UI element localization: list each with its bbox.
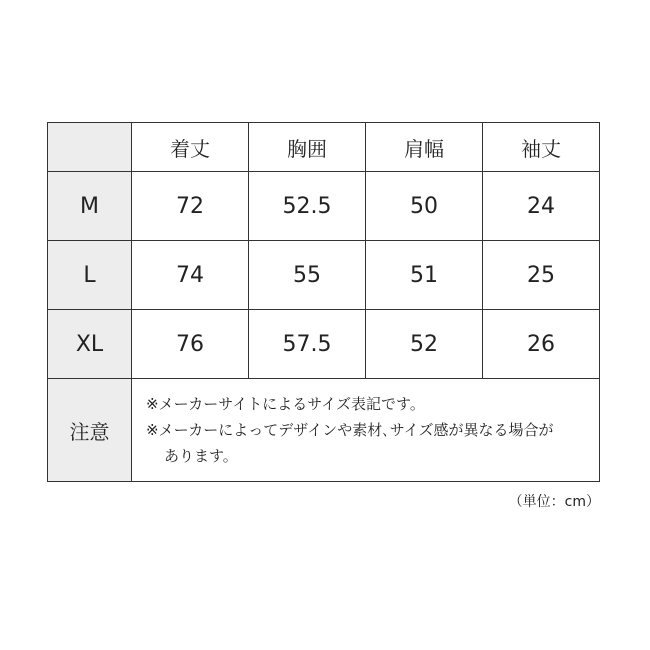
size-label: XL (48, 310, 132, 379)
length-value: 74 (132, 241, 249, 310)
chest-value: 57.5 (249, 310, 366, 379)
sleeve-value: 25 (483, 241, 600, 310)
note-label: 注意 (48, 379, 132, 482)
chest-value: 52.5 (249, 172, 366, 241)
length-value: 72 (132, 172, 249, 241)
note-line: ※メーカーサイトによるサイズ表記です。 (146, 395, 425, 413)
sleeve-value: 26 (483, 310, 600, 379)
header-corner-cell (48, 123, 132, 172)
header-length: 着丈 (132, 123, 249, 172)
shoulder-value: 52 (366, 310, 483, 379)
header-shoulder: 肩幅 (366, 123, 483, 172)
note-text (132, 379, 600, 482)
length-value: 76 (132, 310, 249, 379)
size-label: M (48, 172, 132, 241)
table-row (48, 172, 600, 241)
size-label: L (48, 241, 132, 310)
unit-note: （単位：cm） (508, 494, 600, 510)
note-row (48, 379, 600, 482)
size-chart-table (47, 122, 600, 482)
shoulder-value: 51 (366, 241, 483, 310)
sleeve-value: 24 (483, 172, 600, 241)
shoulder-value: 50 (366, 172, 483, 241)
table-row (48, 310, 600, 379)
header-row (48, 123, 600, 172)
note-line: ※メーカーによってデザインや素材､サイズ感が異なる場合が (146, 421, 554, 439)
table-row (48, 241, 600, 310)
header-sleeve: 袖丈 (483, 123, 600, 172)
note-line: あります。 (164, 447, 238, 465)
chest-value: 55 (249, 241, 366, 310)
header-chest: 胸囲 (249, 123, 366, 172)
